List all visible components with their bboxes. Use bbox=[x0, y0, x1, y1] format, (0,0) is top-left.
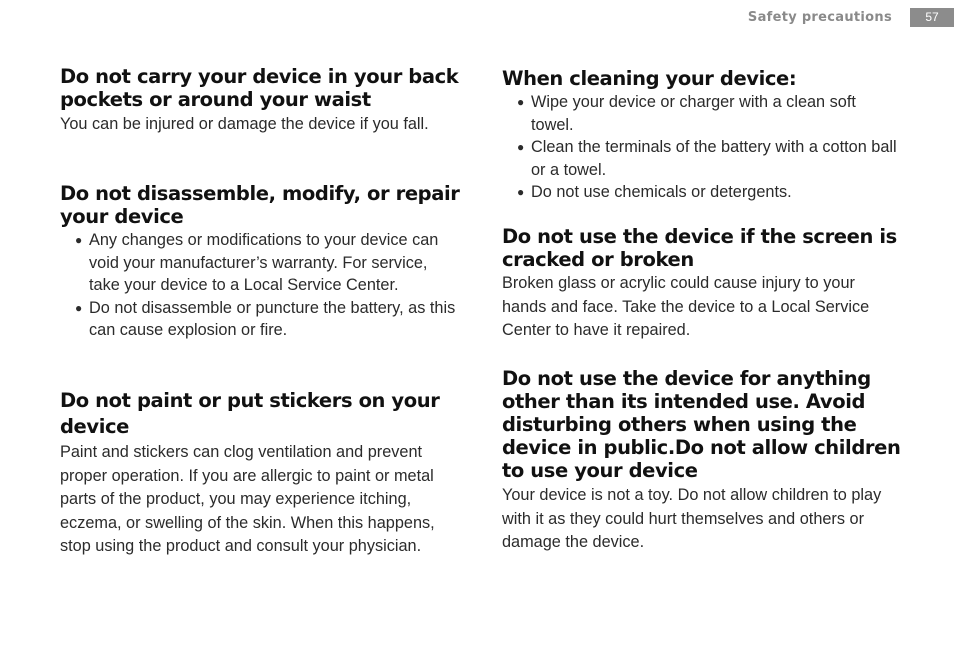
section-body: Broken glass or acrylic could cause injury to your hands and face. Take the device to a Local Service Center to have it repaired. bbox=[502, 274, 870, 339]
bullet-list bbox=[502, 91, 902, 204]
list-item-text: Any changes or modifications to your device can void your manufacturer’s warranty. For service, take your device to a Local Service Center. bbox=[89, 231, 439, 294]
section-heading: Do not carry your device in your back pockets or around your waist bbox=[60, 65, 459, 111]
section-cleaning bbox=[502, 67, 902, 204]
section-body: Paint and stickers can clog ventilation and prevent proper operation. If you are allergic to paint or metal parts of the product, you may experience itching, eczema, or swelling of the skin. When this happens, stop using the product and consult your physician. bbox=[60, 443, 435, 555]
section-heading: When cleaning your device: bbox=[502, 67, 797, 90]
section-paint bbox=[60, 388, 460, 559]
list-item-text: Wipe your device or charger with a clean soft towel. bbox=[531, 93, 856, 134]
bullet-icon: ● bbox=[75, 233, 83, 247]
section-heading: Do not use the device for anything other than its intended use. Avoid disturbing others when using the device in public.Do not allow children to use your device bbox=[502, 367, 901, 482]
section-heading: Do not paint or put stickers on your device bbox=[60, 389, 440, 438]
list-item-text: Do not use chemicals or detergents. bbox=[531, 183, 792, 201]
page-number-badge: 57 bbox=[910, 8, 954, 27]
bullet-icon: ● bbox=[517, 95, 525, 109]
running-header-title: Safety precautions bbox=[747, 10, 892, 25]
bullet-icon: ● bbox=[517, 185, 525, 199]
section-back-pockets bbox=[60, 65, 460, 137]
section-cracked-screen bbox=[502, 225, 902, 343]
section-body: You can be injured or damage the device if you fall. bbox=[60, 115, 429, 133]
list-item bbox=[502, 91, 902, 136]
bullet-list bbox=[60, 229, 460, 342]
list-item-text: Clean the terminals of the battery with a cotton ball or a towel. bbox=[531, 138, 897, 179]
section-heading: Do not use the device if the screen is cracked or broken bbox=[502, 225, 897, 271]
section-heading: Do not disassemble, modify, or repair your device bbox=[60, 182, 460, 228]
list-item-text: Do not disassemble or puncture the battery, as this can cause explosion or fire. bbox=[89, 298, 456, 339]
section-disassemble bbox=[60, 182, 460, 342]
section-intended-use bbox=[502, 367, 902, 555]
list-item bbox=[502, 136, 902, 181]
bullet-icon: ● bbox=[75, 300, 83, 315]
bullet-icon: ● bbox=[517, 140, 525, 154]
list-item bbox=[502, 181, 902, 204]
list-item bbox=[60, 229, 460, 297]
list-item bbox=[60, 297, 460, 342]
section-body: Your device is not a toy. Do not allow children to play with it as they could hurt themselves and others or damage the device. bbox=[502, 486, 882, 551]
